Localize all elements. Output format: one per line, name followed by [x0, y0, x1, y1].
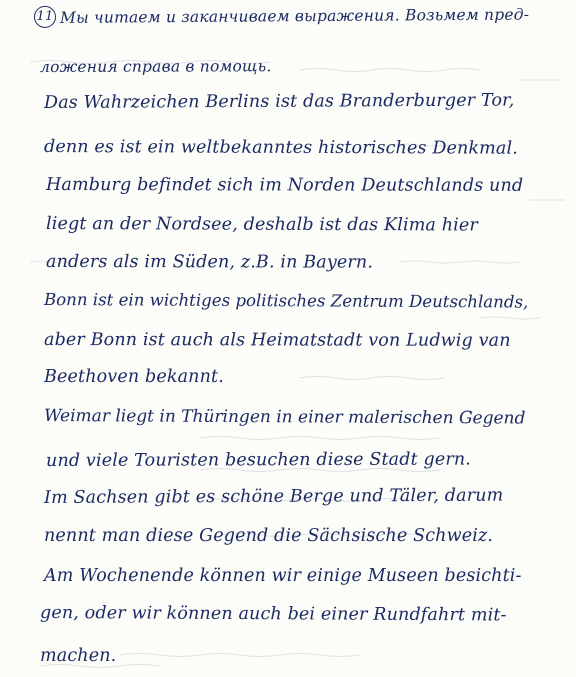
text-line: Weimar liegt in Thüringen in einer malerischen Gegend [43, 406, 526, 429]
exercise-instruction-text: Мы читаем и заканчиваем выражения. Возьмем пред- [59, 5, 530, 27]
text-line: gen, oder wir können auch bei einer Rundfahrt mit- [39, 603, 507, 626]
text-line: Hamburg befindet sich im Norden Deutschlands und [45, 175, 524, 196]
text-line: nennt man diese Gegend die Sächsische Schweiz. [44, 526, 494, 546]
text-line: Das Wahrzeichen Berlins ist das Branderburger Tor, [43, 90, 515, 113]
text-line: denn es ist ein weltbekanntes historisches Denkmal. [43, 137, 519, 159]
text-line: und viele Touristen besuchen diese Stadt gern. [45, 449, 472, 471]
text-line: Beethoven bekannt. [44, 367, 224, 387]
exercise-instruction-line-1 [34, 5, 529, 30]
text-line: machen. [40, 646, 117, 666]
exercise-instruction-line-2: ложения справа в помощь. [39, 57, 272, 76]
text-line: aber Bonn ist auch als Heimatstadt von Ludwig van [43, 330, 511, 351]
text-line: Bonn ist ein wichtiges politisches Zentrum Deutschlands, [43, 290, 529, 312]
exercise-number-circle: 11 [34, 6, 56, 28]
text-line: Im Sachsen gibt es schöne Berge und Täler, darum [43, 485, 504, 508]
text-line: liegt an der Nordsee, deshalb ist das Klima hier [45, 214, 478, 236]
text-line: Am Wochenende können wir einige Museen besichti- [44, 566, 522, 586]
text-line: anders als im Süden, z.B. in Bayern. [45, 252, 374, 273]
